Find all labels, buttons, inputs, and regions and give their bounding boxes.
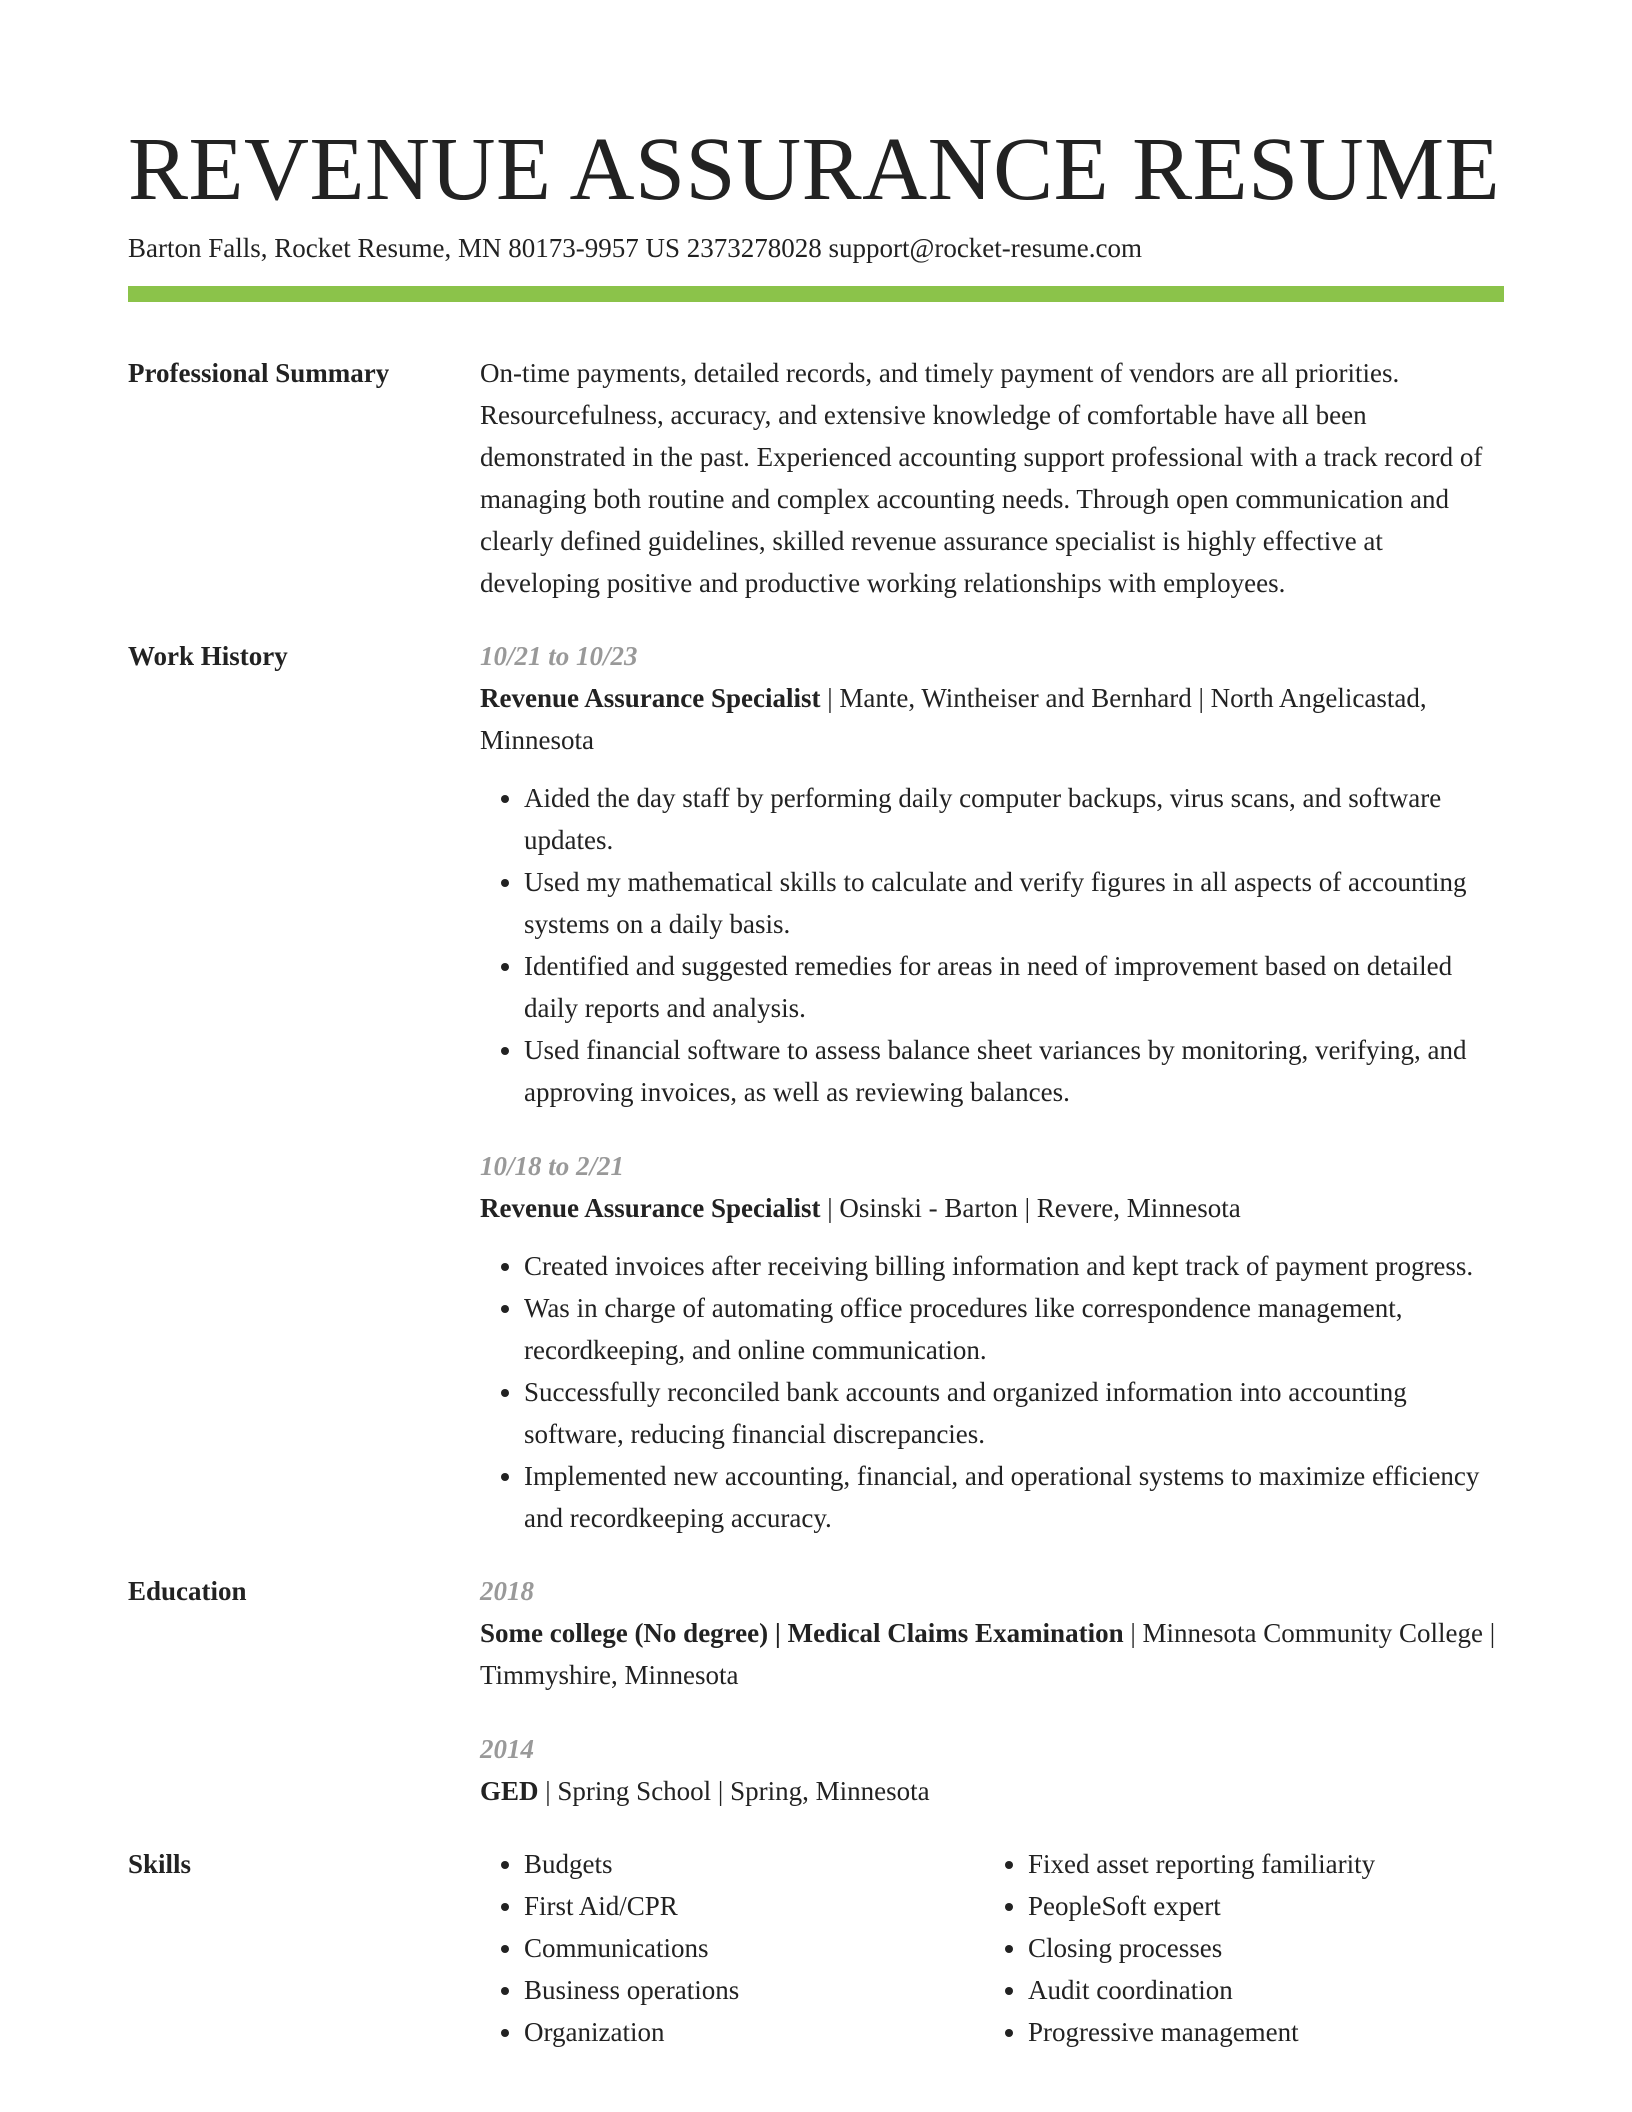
work-history-body: [480, 635, 1504, 1539]
education-year: 2014: [480, 1734, 534, 1764]
job-bullet: • Successfully reconciled bank accounts and organized information into accounting software, reducing financial discrepancies.: [524, 1371, 1504, 1455]
job-role: Revenue Assurance Specialist: [480, 1193, 821, 1223]
education-degree: GED: [480, 1776, 539, 1806]
skill-item: • First Aid/CPR: [524, 1885, 984, 1927]
education-entry: [480, 1570, 1504, 1696]
education-heading: [480, 1612, 1504, 1696]
education-entry: [480, 1728, 1504, 1812]
job-entry: [480, 1145, 1504, 1539]
job-bullets: [480, 1245, 1504, 1539]
resume-page: [128, 120, 1504, 2053]
skills-list-left: [480, 1843, 984, 2053]
skill-item: • Fixed asset reporting familiarity: [1028, 1843, 1488, 1885]
job-bullet: • Created invoices after receiving billing information and kept track of payment progress.: [524, 1245, 1504, 1287]
job-bullet: • Was in charge of automating office procedures like correspondence management, recordkeeping, and online communication.: [524, 1287, 1504, 1371]
job-dates: 10/18 to 2/21: [480, 1151, 625, 1181]
work-history-section: [128, 635, 1504, 1539]
job-details: | Osinski - Barton | Revere, Minnesota: [820, 1193, 1241, 1223]
skill-item: • Closing processes: [1028, 1927, 1488, 1969]
accent-divider: [128, 286, 1504, 302]
job-heading: [480, 677, 1504, 761]
section-title-education: Education: [128, 1576, 247, 1606]
job-bullet: • Used my mathematical skills to calculate and verify figures in all aspects of accounting systems on a daily basis.: [524, 861, 1504, 945]
section-title-work: Work History: [128, 641, 288, 671]
job-bullet: • Implemented new accounting, financial, and operational systems to maximize efficiency and recordkeeping accuracy.: [524, 1455, 1504, 1539]
job-dates: 10/21 to 10/23: [480, 641, 638, 671]
skill-item: • Budgets: [524, 1843, 984, 1885]
job-entry: [480, 635, 1504, 1113]
job-bullet: • Identified and suggested remedies for areas in need of improvement based on detailed daily reports and analysis.: [524, 945, 1504, 1029]
job-bullet: • Aided the day staff by performing daily computer backups, virus scans, and software updates.: [524, 777, 1504, 861]
education-body: [480, 1570, 1504, 1812]
resume-title: REVENUE ASSURANCE RESUME: [128, 120, 1501, 219]
skill-item: • Communications: [524, 1927, 984, 1969]
summary-section: [128, 352, 1504, 604]
education-details: | Minnesota Community College | Timmyshire, Minnesota: [480, 1618, 1496, 1690]
summary-text: On-time payments, detailed records, and timely payment of vendors are all priorities. Resourcefulness, accuracy, and extensive knowledge of comfortable have all been demonstrated in the past. Experienced accounting support professional with a track record of managing both routine and complex accounting needs. Through open communication and clearly defined guidelines, skilled revenue assurance specialist is highly effective at developing positive and productive working relationships with employees.: [480, 358, 1483, 598]
education-degree: Some college (No degree) | Medical Claims Examination: [480, 1618, 1124, 1648]
skills-section: [128, 1843, 1504, 2053]
skill-item: • PeopleSoft expert: [1028, 1885, 1488, 1927]
job-heading: [480, 1187, 1504, 1229]
education-details: | Spring School | Spring, Minnesota: [538, 1776, 930, 1806]
section-title-skills: Skills: [128, 1849, 192, 1879]
education-section: [128, 1570, 1504, 1812]
job-bullet: • Used financial software to assess balance sheet variances by monitoring, verifying, and approving invoices, as well as reviewing balances.: [524, 1029, 1504, 1113]
contact-info: Barton Falls, Rocket Resume, MN 80173-9957 US 2373278028 support@rocket-resume.com: [128, 233, 1142, 263]
education-heading: [480, 1770, 1504, 1812]
section-title-summary: Professional Summary: [128, 358, 390, 388]
education-year: 2018: [480, 1576, 534, 1606]
skill-item: • Business operations: [524, 1969, 984, 2011]
job-details: | Mante, Wintheiser and Bernhard | North Angelicastad, Minnesota: [480, 683, 1427, 755]
skill-item: • Audit coordination: [1028, 1969, 1488, 2011]
skill-item: • Progressive management: [1028, 2011, 1488, 2053]
skills-list-right: [984, 1843, 1488, 2053]
skills-body: [480, 1843, 1504, 2053]
job-bullets: [480, 777, 1504, 1113]
skill-item: • Organization: [524, 2011, 984, 2053]
job-role: Revenue Assurance Specialist: [480, 683, 821, 713]
